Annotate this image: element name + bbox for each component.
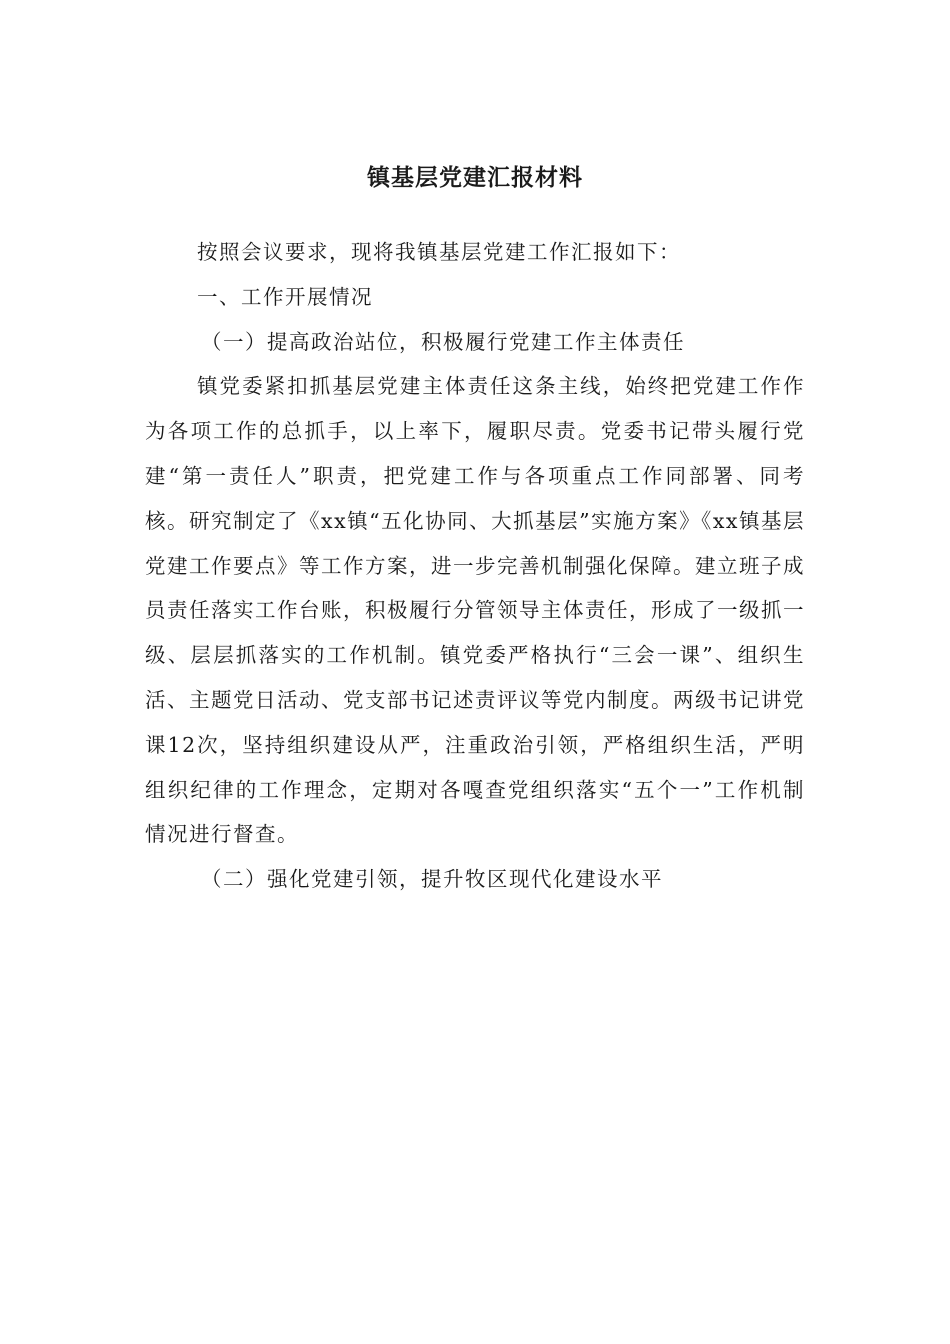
section-heading: 一、工作开展情况 xyxy=(197,284,373,309)
document-title: 镇基层党建汇报材料 xyxy=(367,164,583,191)
body-paragraph: 镇党委紧扣抓基层党建主体责任这条主线，始终把党建工作作为各项工作的总抓手，以上率下，履职尽责。党委书记带头履行党建“第一责任人”职责，把党建工作与各项重点工作同部署、同考核。研究制定了《xx镇“五化协同、大抓基层”实施方案》《xx镇基层党建工作要点》等工作方案，进一步完善机制强化保障。建立班子成员责任落实工作台账，积极履行分管领导主体责任，形成了一级抓一级、层层抓落实的工作机制。镇党委严格执行“三会一课”、组织生活、主题党日活动、党支部书记述责评议等党内制度。两级书记讲党课12次，坚持组织建设从严，注重政治引领，严格组织生活，严明组织纪律的工作理念，定期对各嘎查党组织落实“五个一”工作机制情况进行督查。 xyxy=(145,374,805,847)
subsection-heading-1: （一）提高政治站位，积极履行党建工作主体责任 xyxy=(201,329,685,354)
subsection-heading-2: （二）强化党建引领，提升牧区现代化建设水平 xyxy=(201,867,663,892)
document-body xyxy=(145,230,805,902)
intro-paragraph: 按照会议要求，现将我镇基层党建工作汇报如下： xyxy=(197,240,681,264)
